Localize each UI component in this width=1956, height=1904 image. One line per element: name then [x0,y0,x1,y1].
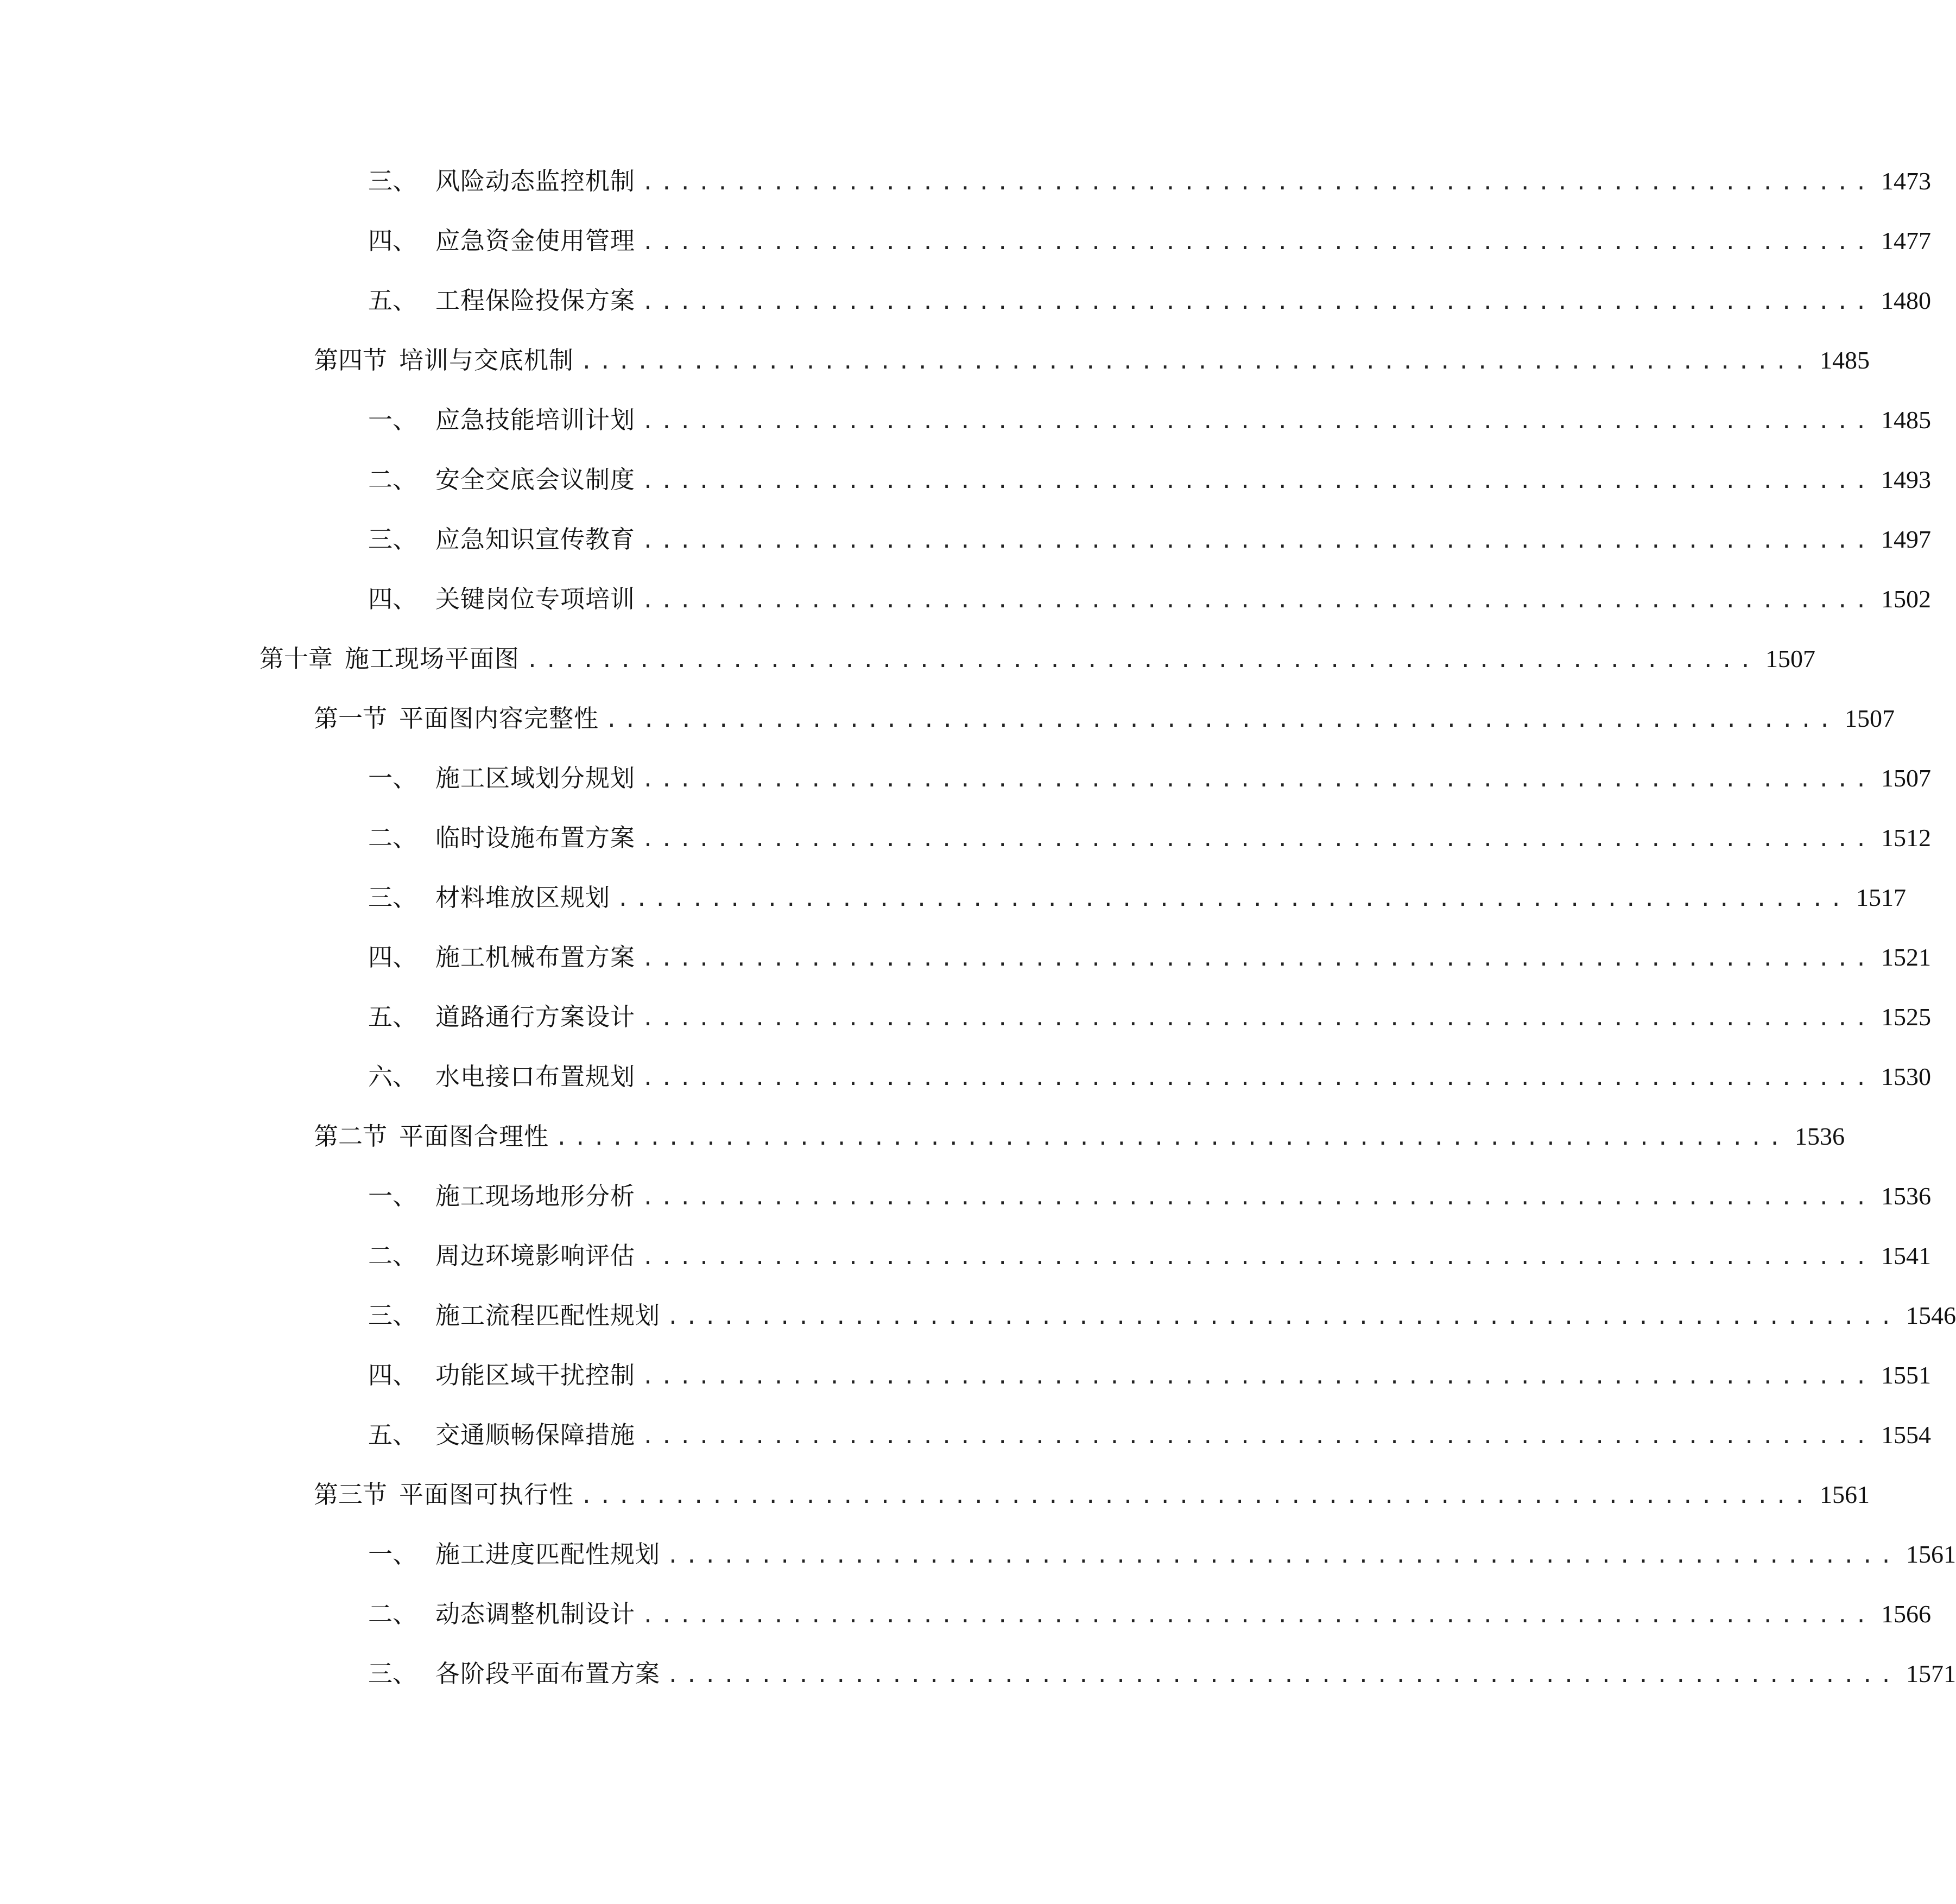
toc-entry-number: 二、 [368,465,417,494]
toc-entry-title: 交通顺畅保障措施 [435,1420,636,1449]
toc-entry-page: 1485 [1881,406,1931,434]
toc-entry-page: 1566 [1881,1600,1931,1628]
toc-entry-number: 三、 [368,525,417,554]
toc-entry-number: 第一节 [314,704,388,733]
toc-entry-number: 一、 [368,1182,417,1210]
toc-entry-title: 关键岗位专项培训 [435,585,636,613]
dot-leader: .................................................................. [642,409,1873,433]
toc-entry-page: 1571 [1906,1660,1956,1687]
dot-leader: .................................................................. [642,1603,1873,1627]
toc-entry-number: 五、 [368,1420,417,1449]
dot-leader: .................................................................. [642,767,1873,791]
dot-leader: .................................................................. [642,1424,1873,1448]
dot-leader: .................................................................. [642,827,1873,851]
toc-entry-number: 一、 [368,764,417,792]
toc-entry-page: 1507 [1881,764,1931,792]
toc-entry-title: 平面图合理性 [399,1122,549,1151]
toc-entry[interactable] [368,221,1931,261]
toc-entry[interactable] [368,281,1931,320]
dot-leader: .................................................................. [526,648,1758,672]
toc-entry-title: 应急资金使用管理 [435,226,636,255]
toc-entry-number: 三、 [368,1301,417,1330]
toc-entry-number: 五、 [368,1002,417,1031]
toc-entry[interactable] [314,1117,1845,1156]
toc-entry-page: 1480 [1881,287,1931,314]
toc-entry-page: 1536 [1794,1122,1845,1150]
toc-entry-page: 1485 [1819,346,1870,374]
toc-entry-number: 一、 [368,405,417,434]
dot-leader: .................................................................. [642,588,1873,612]
toc-entry-number: 五、 [368,286,417,315]
toc-entry-title: 动态调整机制设计 [435,1600,636,1628]
dot-leader: .................................................................. [642,230,1873,254]
toc-entry-title: 临时设施布置方案 [435,823,636,852]
toc-entry[interactable] [368,460,1931,499]
toc-entry-title: 风险动态监控机制 [435,167,636,195]
toc-entry-number: 三、 [368,883,417,912]
toc-entry[interactable] [368,998,1931,1037]
toc-entry-title: 材料堆放区规划 [435,883,611,912]
toc-entry[interactable] [368,1416,1931,1455]
toc-entry[interactable] [368,580,1931,619]
toc-entry-title: 施工现场平面图 [345,644,520,673]
toc-entry-number: 四、 [368,943,417,972]
dot-leader: .................................................................. [642,947,1873,970]
toc-entry-number: 六、 [368,1062,417,1091]
dot-leader: .................................................................. [642,469,1873,493]
toc-entry-page: 1525 [1881,1003,1931,1031]
toc-entry-title: 功能区域干扰控制 [435,1361,636,1389]
toc-entry-page: 1551 [1881,1361,1931,1389]
toc-entry-number: 二、 [368,1600,417,1628]
toc-entry-number: 二、 [368,823,417,852]
dot-leader: .................................................................. [555,1126,1787,1150]
toc-entry[interactable] [314,699,1895,738]
toc-entry-title: 平面图内容完整性 [399,704,599,733]
toc-entry-page: 1493 [1881,466,1931,493]
toc-entry-page: 1512 [1881,824,1931,852]
toc-entry-title: 施工进度匹配性规划 [435,1540,661,1569]
toc-entry-page: 1497 [1881,525,1931,553]
toc-entry-number: 第十章 [259,644,333,673]
toc-entry[interactable] [368,401,1931,440]
toc-entry-number: 三、 [368,1659,417,1688]
dot-leader: .................................................................. [667,1305,1898,1329]
toc-entry-title: 道路通行方案设计 [435,1002,636,1031]
toc-entry-number: 第四节 [314,346,388,375]
toc-entry-page: 1507 [1844,705,1895,732]
dot-leader: .................................................................. [580,1484,1812,1508]
toc-entry-page: 1536 [1881,1182,1931,1210]
toc-entry[interactable] [368,520,1931,559]
dot-leader: .................................................................. [642,1185,1873,1209]
toc-entry-title: 应急知识宣传教育 [435,525,636,554]
toc-entry-page: 1561 [1906,1540,1956,1568]
toc-entry-page: 1530 [1881,1063,1931,1090]
toc-entry[interactable] [259,639,1815,678]
dot-leader: .................................................................. [667,1544,1898,1567]
dot-leader: .................................................................. [642,290,1873,314]
toc-entry-title: 周边环境影响评估 [435,1241,636,1270]
toc-entry[interactable] [314,1475,1870,1514]
toc-entry[interactable] [368,938,1931,977]
toc-entry-title: 施工流程匹配性规划 [435,1301,661,1330]
toc-entry[interactable] [368,1535,1956,1574]
dot-leader: .................................................................. [642,1245,1873,1269]
toc-entry-number: 三、 [368,167,417,195]
dot-leader: .................................................................. [642,1364,1873,1388]
dot-leader: .................................................................. [642,1006,1873,1030]
toc-entry-page: 1521 [1881,943,1931,971]
dot-leader: .................................................................. [580,350,1812,373]
toc-entry-page: 1473 [1881,167,1931,195]
toc-entry-page: 1517 [1856,884,1906,911]
dot-leader: .................................................................. [642,529,1873,553]
toc-entry[interactable] [368,1236,1931,1275]
toc-entry-number: 第三节 [314,1480,388,1509]
toc-entry-page: 1502 [1881,585,1931,613]
toc-entry-title: 各阶段平面布置方案 [435,1659,661,1688]
dot-leader: .................................................................. [642,1066,1873,1090]
toc-entry-page: 1561 [1819,1481,1870,1508]
toc-entry[interactable] [368,1654,1956,1693]
toc-entry-title: 施工区域划分规划 [435,764,636,792]
dot-leader: .................................................................. [642,170,1873,194]
toc-entry-number: 四、 [368,1361,417,1389]
toc-entry-title: 培训与交底机制 [399,346,574,375]
toc-entry-title: 平面图可执行性 [399,1480,574,1509]
toc-entry[interactable] [368,1057,1931,1096]
toc-entry[interactable] [368,1595,1931,1634]
toc-entry-number: 一、 [368,1540,417,1569]
toc-entry[interactable] [368,1177,1931,1216]
toc-entry-title: 安全交底会议制度 [435,465,636,494]
toc-entry[interactable] [368,1356,1931,1395]
toc-entry-page: 1554 [1881,1421,1931,1449]
dot-leader: .................................................................. [667,1663,1898,1687]
toc-entry-number: 四、 [368,585,417,613]
toc-entry-page: 1477 [1881,227,1931,255]
toc-entry-number: 二、 [368,1241,417,1270]
dot-leader: .................................................................. [617,887,1849,911]
toc-entry-page: 1541 [1881,1242,1931,1270]
toc-entry-title: 水电接口布置规划 [435,1062,636,1091]
toc-entry[interactable] [368,878,1906,917]
toc-entry[interactable] [368,818,1931,858]
toc-entry[interactable] [314,341,1870,380]
toc-entry[interactable] [368,759,1931,798]
toc-entry-title: 施工机械布置方案 [435,943,636,972]
toc-entry[interactable] [368,1296,1956,1335]
dot-leader: .................................................................. [605,708,1837,732]
toc-entry-page: 1507 [1765,645,1815,672]
toc-entry-number: 四、 [368,226,417,255]
toc-entry-page: 1546 [1906,1302,1956,1329]
toc-entry-number: 第二节 [314,1122,388,1151]
toc-entry-title: 施工现场地形分析 [435,1182,636,1210]
toc-entry[interactable] [368,162,1931,201]
toc-entry-title: 应急技能培训计划 [435,405,636,434]
toc-entry-title: 工程保险投保方案 [435,286,636,315]
